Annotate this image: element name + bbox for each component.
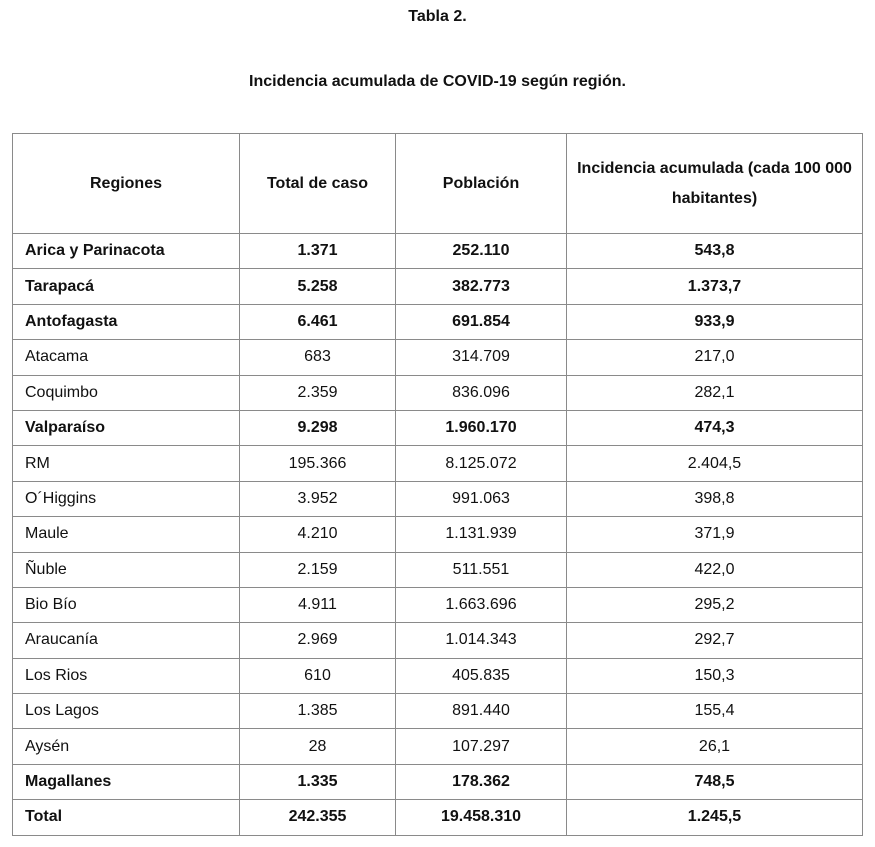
cell-incidencia: 1.373,7 (567, 269, 863, 304)
cell-total-casos: 610 (240, 658, 396, 693)
cell-poblacion: 691.854 (396, 304, 567, 339)
cell-poblacion: 1.960.170 (396, 410, 567, 445)
cell-incidencia: 398,8 (567, 481, 863, 516)
cell-incidencia: 150,3 (567, 658, 863, 693)
cell-poblacion: 8.125.072 (396, 446, 567, 481)
table-row (13, 623, 863, 658)
cell-total-casos: 4.210 (240, 517, 396, 552)
cell-total-casos: 2.969 (240, 623, 396, 658)
cell-region: Arica y Parinacota (13, 234, 240, 269)
header-total-casos: Total de caso (240, 134, 396, 234)
table-row (13, 340, 863, 375)
cell-total-casos: 683 (240, 340, 396, 375)
table-row (13, 375, 863, 410)
table-row (13, 658, 863, 693)
cell-region: O´Higgins (13, 481, 240, 516)
cell-incidencia: 1.245,5 (567, 800, 863, 835)
cell-region: Magallanes (13, 764, 240, 799)
cell-region: Los Rios (13, 658, 240, 693)
cell-poblacion: 1.131.939 (396, 517, 567, 552)
cell-region: Total (13, 800, 240, 835)
table-row (13, 764, 863, 799)
header-incidencia: Incidencia acumulada (cada 100 000 habitantes) (567, 134, 863, 234)
cell-poblacion: 991.063 (396, 481, 567, 516)
cell-total-casos: 1.371 (240, 234, 396, 269)
cell-total-casos: 1.335 (240, 764, 396, 799)
cell-poblacion: 314.709 (396, 340, 567, 375)
cell-poblacion: 252.110 (396, 234, 567, 269)
cell-total-casos: 195.366 (240, 446, 396, 481)
cell-region: Ñuble (13, 552, 240, 587)
table-row (13, 304, 863, 339)
cell-poblacion: 405.835 (396, 658, 567, 693)
cell-poblacion: 178.362 (396, 764, 567, 799)
cell-incidencia: 371,9 (567, 517, 863, 552)
cell-region: Araucanía (13, 623, 240, 658)
cell-total-casos: 9.298 (240, 410, 396, 445)
cell-total-casos: 5.258 (240, 269, 396, 304)
cell-incidencia: 292,7 (567, 623, 863, 658)
cell-poblacion: 1.663.696 (396, 587, 567, 622)
table-row (13, 587, 863, 622)
table-header-row (13, 134, 863, 234)
cell-region: Los Lagos (13, 694, 240, 729)
cell-incidencia: 748,5 (567, 764, 863, 799)
cell-region: RM (13, 446, 240, 481)
cell-incidencia: 155,4 (567, 694, 863, 729)
cell-poblacion: 1.014.343 (396, 623, 567, 658)
cell-region: Tarapacá (13, 269, 240, 304)
cell-total-casos: 2.359 (240, 375, 396, 410)
table-row (13, 800, 863, 835)
table-row (13, 729, 863, 764)
header-regiones: Regiones (13, 134, 240, 234)
cell-region: Maule (13, 517, 240, 552)
cell-region: Coquimbo (13, 375, 240, 410)
cell-region: Atacama (13, 340, 240, 375)
cell-incidencia: 933,9 (567, 304, 863, 339)
cell-poblacion: 891.440 (396, 694, 567, 729)
cell-incidencia: 282,1 (567, 375, 863, 410)
cell-total-casos: 1.385 (240, 694, 396, 729)
cell-incidencia: 543,8 (567, 234, 863, 269)
table-row (13, 552, 863, 587)
table-row (13, 517, 863, 552)
cell-total-casos: 4.911 (240, 587, 396, 622)
header-poblacion: Población (396, 134, 567, 234)
cell-region: Valparaíso (13, 410, 240, 445)
cell-poblacion: 511.551 (396, 552, 567, 587)
cell-region: Bio Bío (13, 587, 240, 622)
table-row (13, 269, 863, 304)
cell-region: Antofagasta (13, 304, 240, 339)
table-row (13, 410, 863, 445)
cell-incidencia: 217,0 (567, 340, 863, 375)
cell-total-casos: 6.461 (240, 304, 396, 339)
cell-poblacion: 107.297 (396, 729, 567, 764)
cell-total-casos: 28 (240, 729, 396, 764)
table-row (13, 481, 863, 516)
cell-incidencia: 295,2 (567, 587, 863, 622)
cell-poblacion: 382.773 (396, 269, 567, 304)
cell-incidencia: 26,1 (567, 729, 863, 764)
cell-total-casos: 3.952 (240, 481, 396, 516)
table-row (13, 694, 863, 729)
table-subtitle: Incidencia acumulada de COVID-19 según región. (249, 73, 626, 90)
cell-incidencia: 2.404,5 (567, 446, 863, 481)
table-row (13, 234, 863, 269)
table-title: Tabla 2. (408, 8, 467, 25)
covid-incidence-table (12, 133, 863, 836)
cell-incidencia: 474,3 (567, 410, 863, 445)
cell-incidencia: 422,0 (567, 552, 863, 587)
cell-total-casos: 242.355 (240, 800, 396, 835)
table-row (13, 446, 863, 481)
cell-poblacion: 836.096 (396, 375, 567, 410)
cell-region: Aysén (13, 729, 240, 764)
cell-total-casos: 2.159 (240, 552, 396, 587)
cell-poblacion: 19.458.310 (396, 800, 567, 835)
